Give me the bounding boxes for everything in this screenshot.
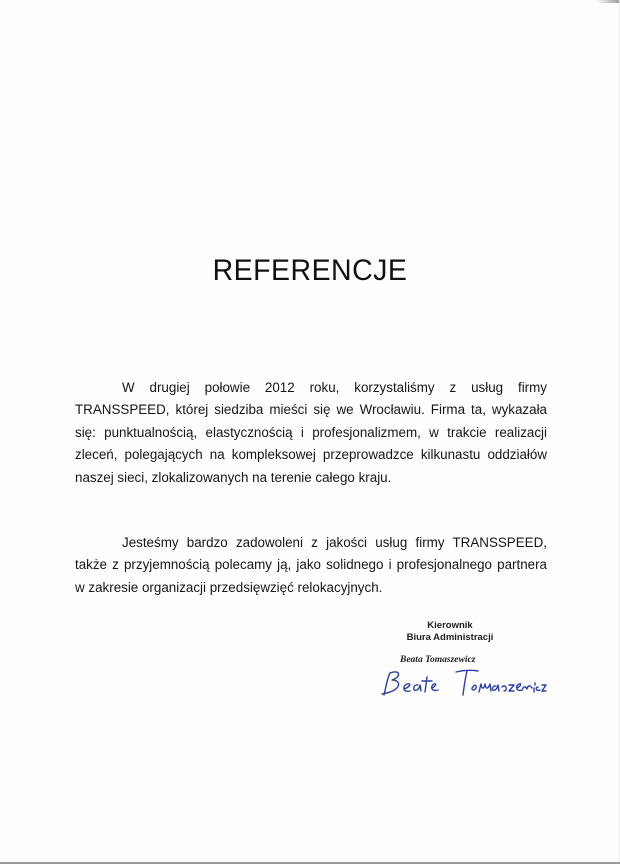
- stamp-name: Beata Tomaszewicz: [400, 655, 476, 665]
- paragraph-text-1: W drugiej połowie 2012 roku, korzystaliśmy z usług firmy TRANSSPEED, której siedziba mieści się we Wrocławiu. Firma ta, wykazała się: punktualnością, elastycznością i profesjonalizmem, w trakcie realizacji zleceń, polegających na kompleksowej przeprowadzce kilkunastu oddziałów naszej sieci, zlokalizowanych na terenie całego kraju.: [75, 380, 547, 485]
- body-paragraph-1: [75, 377, 547, 489]
- handwritten-signature: [372, 665, 547, 700]
- body-paragraph-2: [75, 532, 547, 599]
- paragraph-text-2: Jesteśmy bardzo zadowoleni z jakości usług firmy TRANSSPEED, także z przyjemnością polecamy ją, jako solidnego i profesjonalnego partnera w zakresie organizacji przedsięwzięć relokacyjnych.: [75, 535, 547, 595]
- stamp-department: Biura Administracji: [406, 632, 494, 643]
- stamp-position: Kierownik: [427, 620, 473, 631]
- document-title: REFERENCJE: [212, 254, 408, 287]
- official-stamp: [390, 620, 510, 644]
- scan-edge-mark: [596, 0, 620, 3]
